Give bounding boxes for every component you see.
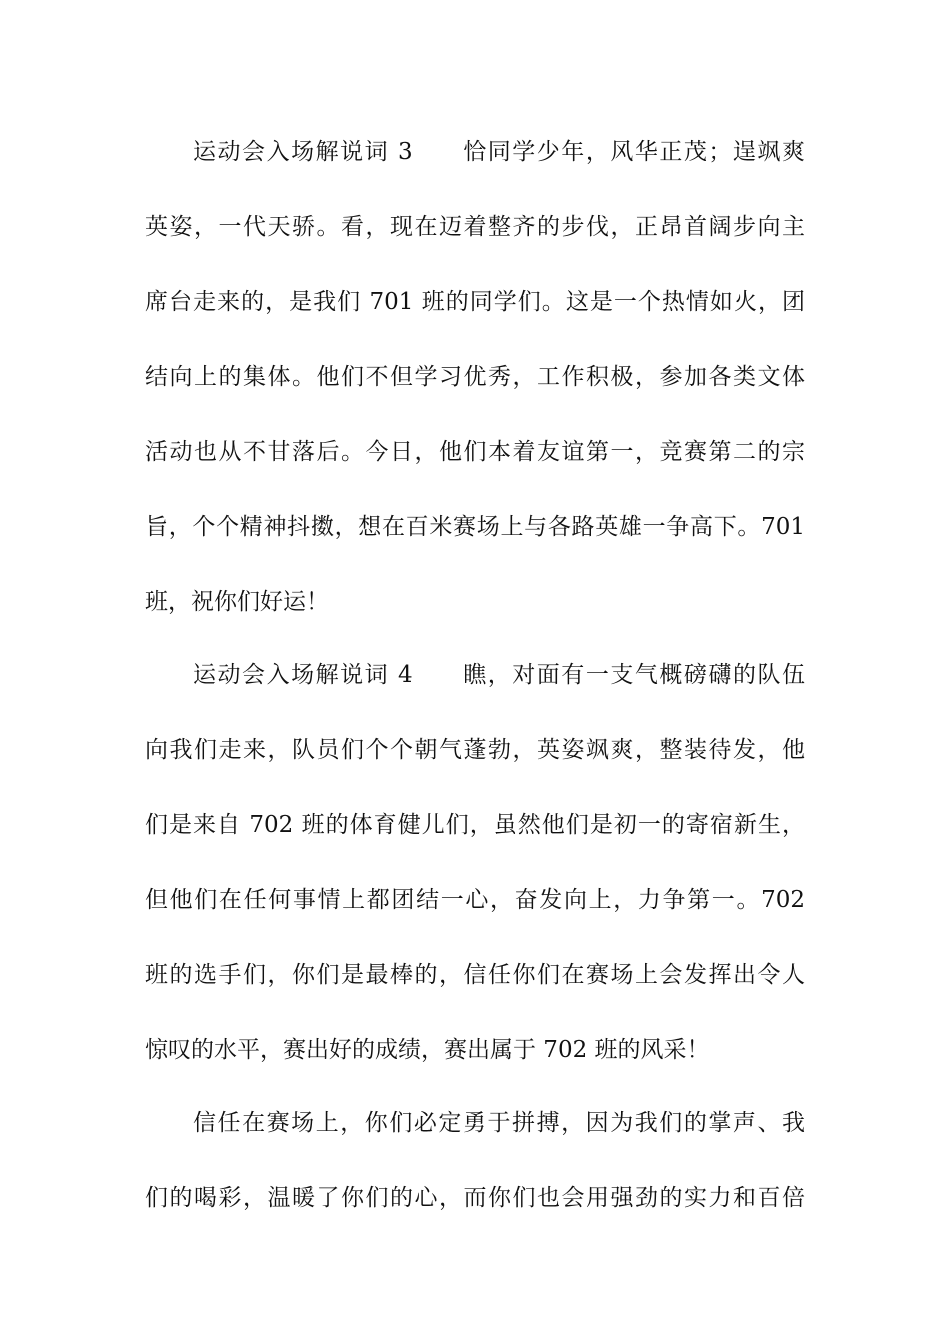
- paragraph-line: 们的喝彩，温暖了你们的心，而你们也会用强劲的实力和百倍: [145, 1185, 805, 1211]
- paragraph-line: 运动会入场解说词 4 瞧，对面有一支气概磅礴的队伍: [193, 662, 805, 688]
- paragraph-line: 向我们走来，队员们个个朝气蓬勃，英姿飒爽，整装待发，他: [145, 737, 805, 763]
- paragraph-line: 们是来自 702 班的体育健儿们，虽然他们是初一的寄宿新生，: [145, 812, 805, 838]
- paragraph-line: 结向上的集体。他们不但学习优秀，工作积极，参加各类文体: [145, 364, 805, 390]
- paragraph-line: 活动也从不甘落后。今日，他们本着友谊第一，竞赛第二的宗: [145, 439, 805, 465]
- paragraph-line: 席台走来的，是我们 701 班的同学们。这是一个热情如火，团: [145, 289, 805, 315]
- paragraph-line: 旨，个个精神抖擞，想在百米赛场上与各路英雄一争高下。701: [145, 514, 805, 540]
- paragraph-line: 运动会入场解说词 3 恰同学少年，风华正茂；逞飒爽: [193, 139, 805, 165]
- paragraph-line: 班，祝你们好运！: [145, 589, 329, 615]
- paragraph-line: 英姿，一代天骄。看，现在迈着整齐的步伐，正昂首阔步向主: [145, 214, 805, 240]
- paragraph-line: 惊叹的水平，赛出好的成绩，赛出属于 702 班的风采！: [145, 1037, 710, 1063]
- paragraph-line: 但他们在任何事情上都团结一心，奋发向上，力争第一。702: [145, 887, 805, 913]
- paragraph-line: 班的选手们，你们是最棒的，信任你们在赛场上会发挥出令人: [145, 962, 805, 988]
- paragraph-line: 信任在赛场上，你们必定勇于拼搏，因为我们的掌声、我: [193, 1110, 805, 1136]
